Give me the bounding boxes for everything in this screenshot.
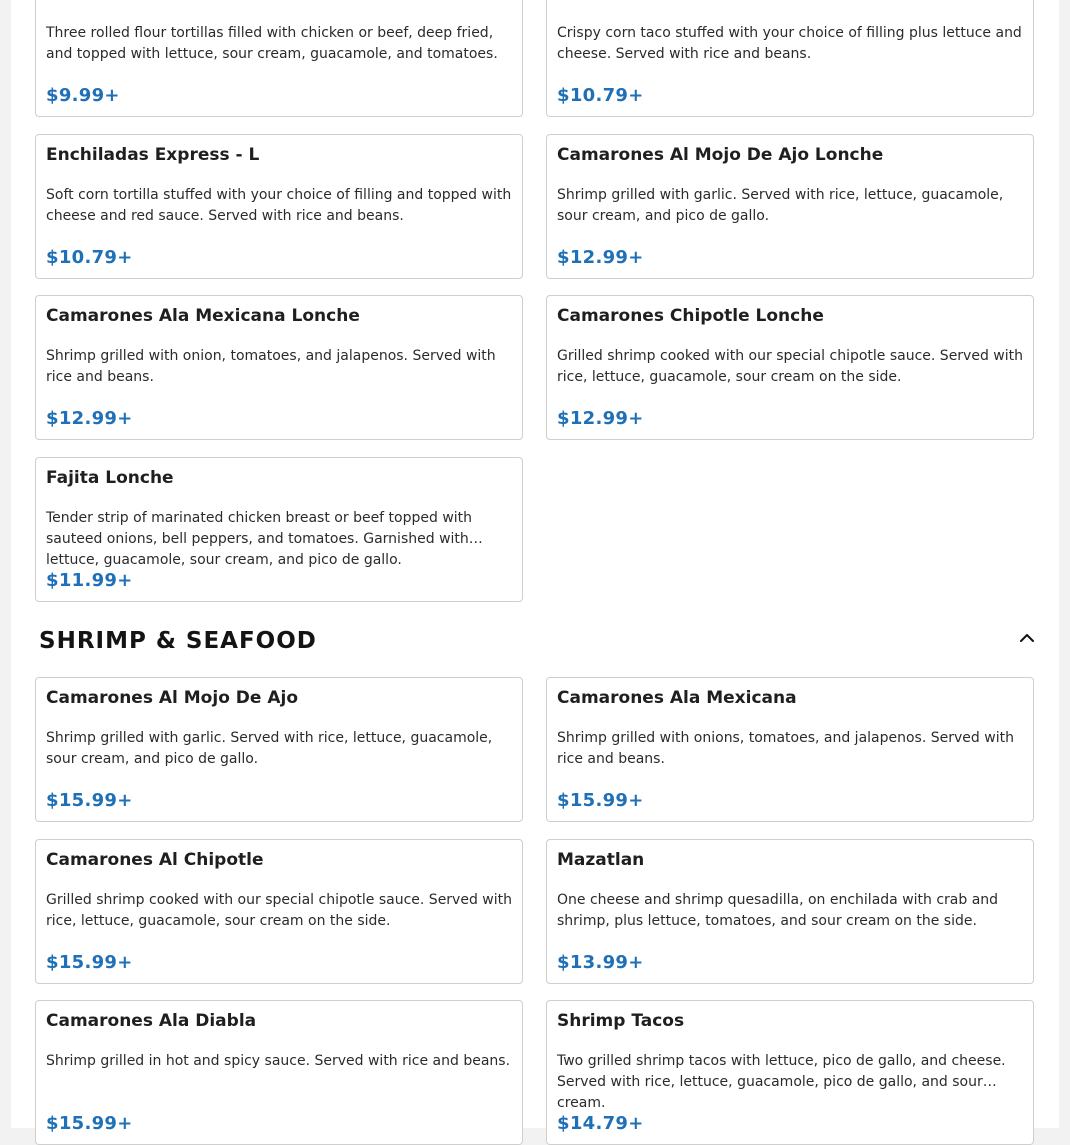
menu-item-description: Shrimp grilled with onions, tomatoes, and jalapenos. Served with rice and beans. (557, 730, 1014, 767)
menu-item-name: Camarones Al Chipotle (46, 850, 264, 870)
menu-item-description: Grilled shrimp cooked with our special chipotle sauce. Served with rice, lettuce, guacamole, sour cream on the side. (557, 348, 1023, 385)
menu-item-description: Crispy corn taco stuffed with your choice of filling plus lettuce and cheese. Served with rice and beans. (557, 25, 1022, 62)
menu-item-price: $13.99+ (557, 952, 644, 973)
menu-item-card[interactable] (35, 457, 523, 602)
menu-item-card[interactable] (35, 134, 523, 279)
menu-item-card[interactable] (35, 839, 523, 984)
menu-item-card[interactable] (546, 839, 1034, 984)
menu-item-description: Two grilled shrimp tacos with lettuce, pico de gallo, and cheese. Served with rice, lettuce, guacamole, pico de gallo, and sour cream. (557, 1053, 1006, 1111)
menu-item-name: Camarones Ala Mexicana (557, 688, 797, 708)
menu-item-description: Shrimp grilled with garlic. Served with rice, lettuce, guacamole, sour cream, and pico de gallo. (46, 730, 493, 767)
menu-item-description: Shrimp grilled with onion, tomatoes, and jalapenos. Served with rice and beans. (46, 348, 496, 385)
menu-item-card[interactable] (546, 0, 1034, 117)
menu-item-name: Mazatlan (557, 850, 645, 870)
menu-item-price: $12.99+ (557, 247, 644, 268)
chevron-up-icon[interactable] (1017, 628, 1037, 648)
menu-item-description: Three rolled flour tortillas filled with chicken or beef, deep fried, and topped with lettuce, sour cream, guacamole, and tomatoes. (46, 25, 498, 62)
menu-item-card[interactable] (35, 1000, 523, 1145)
menu-item-card[interactable] (35, 0, 523, 117)
menu-item-card[interactable] (35, 295, 523, 440)
menu-item-description: Soft corn tortilla stuffed with your choice of filling and topped with cheese and red sauce. Served with rice and beans. (46, 187, 512, 224)
menu-item-name: Fajita Lonche (46, 468, 174, 488)
menu-item-card[interactable] (546, 677, 1034, 822)
menu-item-description: Tender strip of marinated chicken breast or beef topped with sauteed onions, bell peppers, and tomatoes. Garnished with lettuce, guacamole, sour cream, and pico de gallo. (46, 510, 473, 568)
menu-item-name: Shrimp Tacos (557, 1011, 685, 1031)
section-title: SHRIMP & SEAFOOD (39, 628, 317, 654)
menu-item-price: $14.79+ (557, 1113, 644, 1134)
menu-item-card[interactable] (546, 134, 1034, 279)
menu-item-description: Shrimp grilled in hot and spicy sauce. Served with rice and beans. (46, 1053, 511, 1069)
menu-item-price: $11.99+ (46, 570, 133, 591)
menu-item-price: $10.79+ (46, 247, 133, 268)
menu-item-description: Grilled shrimp cooked with our special chipotle sauce. Served with rice, lettuce, guacamole, sour cream on the side. (46, 892, 512, 929)
menu-item-name: Camarones Ala Mexicana Lonche (46, 306, 360, 326)
menu-item-price: $9.99+ (46, 85, 120, 106)
menu-item-description: One cheese and shrimp quesadilla, on enchilada with crab and shrimp, plus lettuce, tomatoes, and sour cream on the side. (557, 892, 999, 929)
menu-item-description: Shrimp grilled with garlic. Served with rice, lettuce, guacamole, sour cream, and pico de gallo. (557, 187, 1004, 224)
menu-item-name: Camarones Al Mojo De Ajo Lonche (557, 145, 884, 165)
menu-item-price: $10.79+ (557, 85, 644, 106)
menu-item-name: Enchiladas Express - L (46, 145, 260, 165)
menu-item-name: Camarones Al Mojo De Ajo (46, 688, 299, 708)
menu-item-price: $15.99+ (46, 1113, 133, 1134)
menu-item-price: $15.99+ (46, 790, 133, 811)
menu-item-price: $15.99+ (46, 952, 133, 973)
section-header-shrimp-seafood[interactable] (39, 626, 1037, 660)
menu-item-price: $12.99+ (46, 408, 133, 429)
menu-item-name: Camarones Chipotle Lonche (557, 306, 824, 326)
menu-item-card[interactable] (35, 677, 523, 822)
menu-page (11, 0, 1059, 1134)
menu-item-price: $12.99+ (557, 408, 644, 429)
menu-item-price: $15.99+ (557, 790, 644, 811)
menu-item-name: Camarones Ala Diabla (46, 1011, 257, 1031)
menu-item-card[interactable] (546, 1000, 1034, 1145)
menu-item-card[interactable] (546, 295, 1034, 440)
